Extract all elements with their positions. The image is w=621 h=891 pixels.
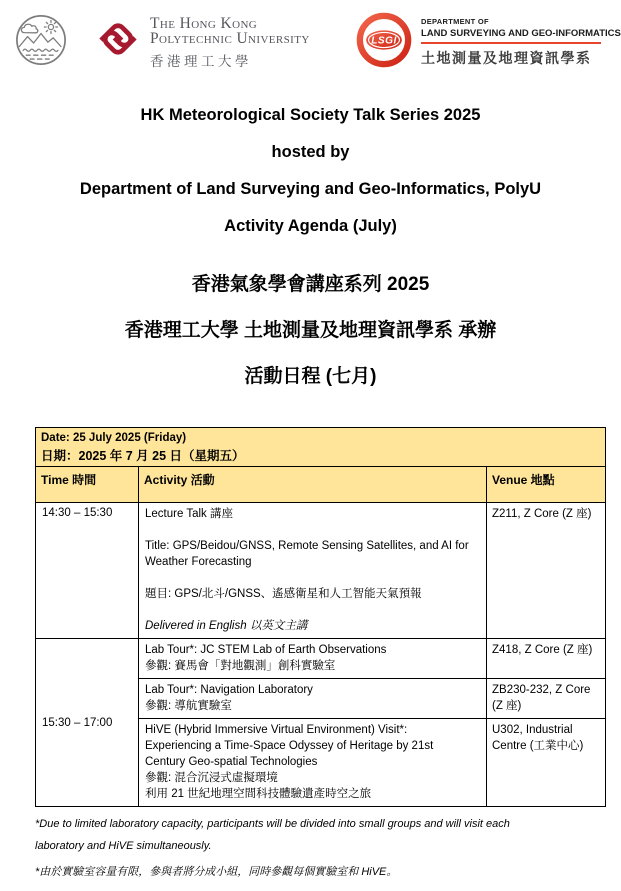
activity-line: Experiencing a Time-Space Odyssey of Heritage by 21st	[145, 740, 434, 752]
activity-line: Delivered in English 以英文主講	[145, 620, 308, 632]
date-english: Date: 25 July 2025 (Friday)	[41, 432, 187, 444]
title-chinese	[0, 275, 621, 387]
date-header-cell	[36, 428, 606, 467]
lsgi-acronym: LSGI	[371, 35, 397, 47]
blank-line	[145, 570, 478, 586]
met-society-logo	[15, 14, 67, 71]
activity-line: Lecture Talk 講座	[145, 508, 233, 520]
footnote-english	[35, 813, 595, 857]
activity-cell	[139, 503, 487, 639]
title-zh-line-series: 香港氣象學會講座系列 2025	[191, 274, 430, 295]
venue-cell: ZB230-232, Z Core (Z 座)	[487, 679, 606, 719]
footnote-chinese: *由於實驗室容量有限，參與者將分成小組，同時參觀每個實驗室和 HiVE。	[35, 866, 398, 878]
logo-header	[0, 0, 621, 80]
column-header-time: Time 時間	[36, 467, 139, 503]
polyu-logo	[94, 15, 310, 70]
polyu-wordmark	[150, 16, 310, 70]
lsgi-logo	[356, 12, 621, 68]
footnotes	[35, 813, 595, 880]
activity-line: Lab Tour*: JC STEM Lab of Earth Observations	[145, 644, 387, 656]
lsgi-red-rule	[421, 42, 601, 44]
activity-line: Title: GPS/Beidou/GNSS, Remote Sensing Satellites, and AI for Weather Forecasting	[145, 540, 469, 568]
lsgi-logo-icon	[356, 12, 412, 68]
date-chinese: 日期：2025 年 7 月 25 日（星期五）	[41, 449, 245, 463]
title-line-series: HK Meteorological Society Talk Series 2025	[140, 106, 481, 124]
lsgi-wordmark	[421, 17, 621, 68]
polyu-name-line2: Polytechnic University	[150, 30, 310, 47]
activity-cell	[139, 639, 487, 679]
schedule-row	[36, 639, 606, 679]
activity-line: 題目: GPS/北斗/GNSS、遙感衛星和人工智能天氣預報	[145, 588, 422, 600]
lsgi-dept-name: LAND SURVEYING AND GEO-INFORMATICS	[421, 28, 621, 39]
activity-line: 參觀: 賽馬會「對地觀測」創科實驗室	[145, 660, 336, 672]
venue-cell: Z211, Z Core (Z 座)	[487, 503, 606, 639]
time-cell: 15:30 – 17:00	[36, 639, 139, 807]
activity-cell	[139, 719, 487, 807]
title-zh-line-department: 香港理工大學 土地測量及地理資訊學系 承辦	[124, 320, 497, 341]
polyu-name-line1: The Hong Kong	[150, 15, 258, 32]
activity-line: Century Geo-spatial Technologies	[145, 756, 318, 768]
lsgi-dept-of: DEPARTMENT OF	[421, 17, 489, 26]
blank-line	[145, 602, 478, 618]
column-header-row	[36, 467, 606, 503]
title-line-hosted-by: hosted by	[271, 143, 350, 161]
blank-line	[145, 522, 478, 538]
title-line-department: Department of Land Surveying and Geo-Informatics, PolyU	[79, 180, 542, 198]
polyu-monogram-icon	[94, 15, 142, 63]
title-line-agenda: Activity Agenda (July)	[224, 217, 397, 235]
activity-line: 參觀: 混合沉浸式虛擬環境	[145, 772, 278, 784]
activity-line: HiVE (Hybrid Immersive Virtual Environment) Visit*:	[145, 724, 408, 736]
schedule-row	[36, 503, 606, 639]
activity-line: Lab Tour*: Navigation Laboratory	[145, 684, 313, 696]
schedule-table	[35, 427, 606, 807]
schedule-body	[36, 503, 606, 807]
title-zh-line-agenda: 活動日程 (七月)	[244, 366, 377, 387]
column-header-venue: Venue 地點	[487, 467, 606, 503]
venue-cell: U302, Industrial Centre (工業中心)	[487, 719, 606, 807]
footnote-english-line1: *Due to limited laboratory capacity, participants will be divided into small groups and will visit each	[35, 818, 510, 830]
lsgi-dept-name-chinese: 土地測量及地理資訊學系	[421, 50, 592, 66]
met-society-logo-icon	[15, 14, 67, 66]
footnote-english-line2: laboratory and HiVE simultaneously.	[35, 840, 212, 852]
venue-cell: Z418, Z Core (Z 座)	[487, 639, 606, 679]
polyu-name-chinese: 香港理工大學	[150, 54, 252, 69]
column-header-activity: Activity 活動	[139, 467, 487, 503]
time-cell: 14:30 – 15:30	[36, 503, 139, 639]
activity-line: 參觀: 導航實驗室	[145, 700, 232, 712]
title-english	[0, 107, 621, 234]
date-header-row	[36, 428, 606, 467]
activity-line: 利用 21 世紀地理空間科技體驗遺產時空之旅	[145, 788, 372, 800]
activity-cell	[139, 679, 487, 719]
